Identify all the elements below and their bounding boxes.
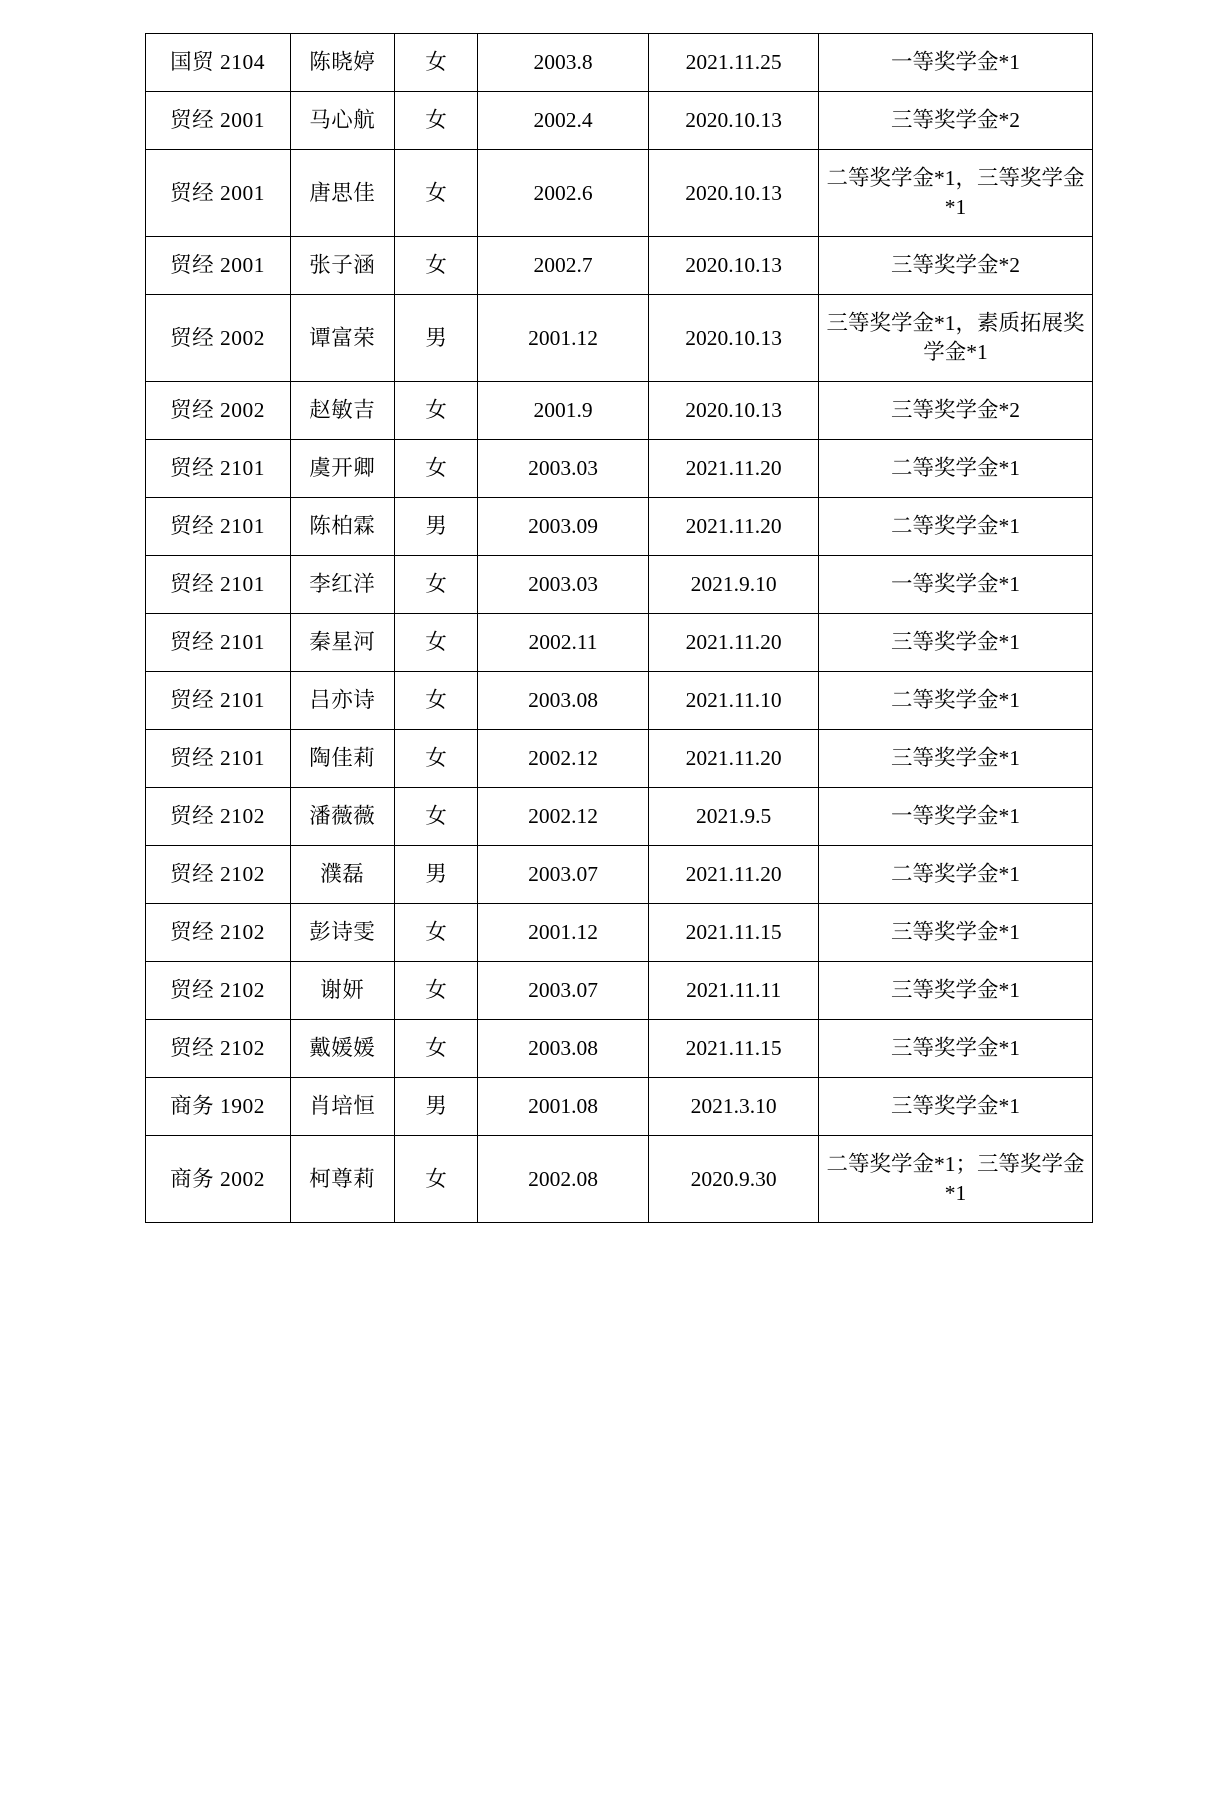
- cell-date: 2021.11.20: [648, 614, 819, 672]
- cell-class: 贸经 2102: [145, 1020, 290, 1078]
- cell-award: 三等奖学金*1: [819, 904, 1092, 962]
- cell-birth: 2002.12: [478, 730, 649, 788]
- cell-name: 陈柏霖: [290, 498, 395, 556]
- cell-sex: 男: [395, 295, 478, 382]
- cell-birth: 2002.08: [478, 1136, 649, 1223]
- table-row: [145, 904, 1092, 962]
- cell-date: 2021.11.10: [648, 672, 819, 730]
- table-row: [145, 92, 1092, 150]
- cell-name: 马心航: [290, 92, 395, 150]
- table-row: [145, 846, 1092, 904]
- cell-sex: 女: [395, 34, 478, 92]
- table-row: [145, 788, 1092, 846]
- cell-name: 肖培恒: [290, 1078, 395, 1136]
- cell-name: 戴媛媛: [290, 1020, 395, 1078]
- cell-award: 三等奖学金*1: [819, 1020, 1092, 1078]
- cell-birth: 2003.03: [478, 440, 649, 498]
- cell-date: 2021.9.5: [648, 788, 819, 846]
- cell-class: 贸经 2101: [145, 440, 290, 498]
- table-row: [145, 556, 1092, 614]
- table-row: [145, 440, 1092, 498]
- cell-sex: 女: [395, 730, 478, 788]
- cell-name: 濮磊: [290, 846, 395, 904]
- scholarship-table: [145, 33, 1093, 1223]
- cell-birth: 2003.08: [478, 1020, 649, 1078]
- cell-sex: 女: [395, 150, 478, 237]
- cell-birth: 2001.12: [478, 904, 649, 962]
- table-row: [145, 1136, 1092, 1223]
- cell-birth: 2001.9: [478, 382, 649, 440]
- cell-birth: 2002.4: [478, 92, 649, 150]
- cell-class: 贸经 2101: [145, 614, 290, 672]
- cell-name: 潘薇薇: [290, 788, 395, 846]
- cell-award: 三等奖学金*2: [819, 237, 1092, 295]
- cell-name: 陈晓婷: [290, 34, 395, 92]
- cell-class: 商务 2002: [145, 1136, 290, 1223]
- cell-name: 虞开卿: [290, 440, 395, 498]
- cell-date: 2021.11.11: [648, 962, 819, 1020]
- table-row: [145, 614, 1092, 672]
- cell-sex: 女: [395, 1020, 478, 1078]
- cell-date: 2020.9.30: [648, 1136, 819, 1223]
- cell-birth: 2003.07: [478, 962, 649, 1020]
- table-row: [145, 498, 1092, 556]
- cell-name: 柯尊莉: [290, 1136, 395, 1223]
- cell-date: 2021.11.20: [648, 498, 819, 556]
- cell-award: 二等奖学金*1: [819, 672, 1092, 730]
- cell-date: 2020.10.13: [648, 150, 819, 237]
- cell-name: 张子涵: [290, 237, 395, 295]
- cell-name: 吕亦诗: [290, 672, 395, 730]
- cell-name: 李红洋: [290, 556, 395, 614]
- table-row: [145, 1078, 1092, 1136]
- cell-sex: 女: [395, 672, 478, 730]
- cell-class: 贸经 2002: [145, 382, 290, 440]
- cell-award: 二等奖学金*1；三等奖学金*1: [819, 1136, 1092, 1223]
- cell-name: 谢妍: [290, 962, 395, 1020]
- cell-sex: 男: [395, 498, 478, 556]
- cell-birth: 2001.12: [478, 295, 649, 382]
- cell-date: 2021.11.20: [648, 846, 819, 904]
- cell-date: 2021.11.20: [648, 730, 819, 788]
- cell-award: 三等奖学金*2: [819, 382, 1092, 440]
- cell-date: 2020.10.13: [648, 237, 819, 295]
- cell-birth: 2003.8: [478, 34, 649, 92]
- cell-name: 赵敏吉: [290, 382, 395, 440]
- cell-class: 贸经 2102: [145, 846, 290, 904]
- cell-birth: 2003.03: [478, 556, 649, 614]
- cell-class: 贸经 2102: [145, 788, 290, 846]
- table-row: [145, 237, 1092, 295]
- cell-date: 2020.10.13: [648, 382, 819, 440]
- cell-sex: 男: [395, 846, 478, 904]
- cell-class: 贸经 2101: [145, 672, 290, 730]
- cell-award: 二等奖学金*1: [819, 498, 1092, 556]
- cell-date: 2020.10.13: [648, 92, 819, 150]
- cell-birth: 2002.12: [478, 788, 649, 846]
- table-row: [145, 962, 1092, 1020]
- table-row: [145, 382, 1092, 440]
- cell-birth: 2001.08: [478, 1078, 649, 1136]
- cell-date: 2020.10.13: [648, 295, 819, 382]
- cell-birth: 2003.07: [478, 846, 649, 904]
- cell-name: 陶佳莉: [290, 730, 395, 788]
- table-row: [145, 34, 1092, 92]
- cell-name: 秦星河: [290, 614, 395, 672]
- table-row: [145, 730, 1092, 788]
- cell-sex: 女: [395, 440, 478, 498]
- cell-award: 三等奖学金*1，素质拓展奖学金*1: [819, 295, 1092, 382]
- cell-award: 二等奖学金*1: [819, 440, 1092, 498]
- cell-date: 2021.3.10: [648, 1078, 819, 1136]
- cell-award: 三等奖学金*1: [819, 1078, 1092, 1136]
- cell-sex: 女: [395, 904, 478, 962]
- cell-birth: 2002.7: [478, 237, 649, 295]
- cell-sex: 女: [395, 962, 478, 1020]
- cell-sex: 女: [395, 237, 478, 295]
- cell-sex: 女: [395, 382, 478, 440]
- cell-birth: 2003.08: [478, 672, 649, 730]
- cell-sex: 女: [395, 556, 478, 614]
- cell-class: 贸经 2102: [145, 904, 290, 962]
- cell-name: 彭诗雯: [290, 904, 395, 962]
- table-row: [145, 1020, 1092, 1078]
- cell-date: 2021.11.15: [648, 1020, 819, 1078]
- cell-birth: 2002.6: [478, 150, 649, 237]
- cell-class: 贸经 2101: [145, 556, 290, 614]
- cell-class: 贸经 2101: [145, 730, 290, 788]
- cell-date: 2021.11.20: [648, 440, 819, 498]
- cell-award: 三等奖学金*1: [819, 730, 1092, 788]
- cell-date: 2021.11.25: [648, 34, 819, 92]
- cell-sex: 女: [395, 614, 478, 672]
- cell-date: 2021.11.15: [648, 904, 819, 962]
- cell-award: 二等奖学金*1，三等奖学金*1: [819, 150, 1092, 237]
- cell-birth: 2002.11: [478, 614, 649, 672]
- cell-birth: 2003.09: [478, 498, 649, 556]
- cell-class: 国贸 2104: [145, 34, 290, 92]
- table-row: [145, 295, 1092, 382]
- cell-sex: 女: [395, 92, 478, 150]
- cell-award: 一等奖学金*1: [819, 34, 1092, 92]
- table-row: [145, 672, 1092, 730]
- cell-class: 贸经 2001: [145, 92, 290, 150]
- cell-class: 贸经 2002: [145, 295, 290, 382]
- cell-class: 贸经 2102: [145, 962, 290, 1020]
- cell-name: 唐思佳: [290, 150, 395, 237]
- cell-award: 三等奖学金*1: [819, 962, 1092, 1020]
- cell-date: 2021.9.10: [648, 556, 819, 614]
- cell-class: 贸经 2101: [145, 498, 290, 556]
- cell-name: 谭富荣: [290, 295, 395, 382]
- cell-class: 商务 1902: [145, 1078, 290, 1136]
- cell-award: 三等奖学金*2: [819, 92, 1092, 150]
- cell-award: 一等奖学金*1: [819, 556, 1092, 614]
- cell-class: 贸经 2001: [145, 237, 290, 295]
- cell-award: 三等奖学金*1: [819, 614, 1092, 672]
- cell-sex: 女: [395, 1136, 478, 1223]
- cell-sex: 男: [395, 1078, 478, 1136]
- cell-award: 一等奖学金*1: [819, 788, 1092, 846]
- cell-sex: 女: [395, 788, 478, 846]
- cell-award: 二等奖学金*1: [819, 846, 1092, 904]
- table-row: [145, 150, 1092, 237]
- cell-class: 贸经 2001: [145, 150, 290, 237]
